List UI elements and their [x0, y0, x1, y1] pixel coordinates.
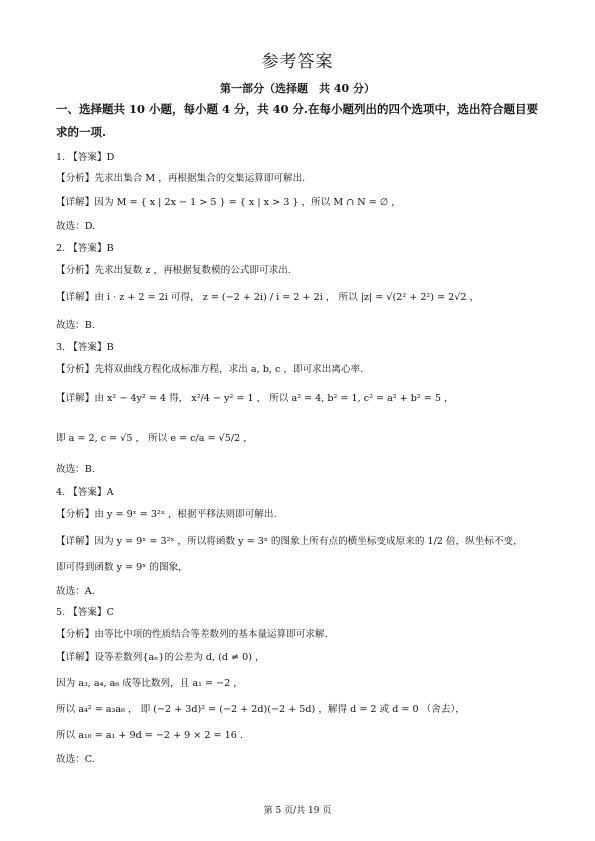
answer-line: 故选：B. — [56, 320, 95, 331]
answer-line: 3. 【答案】B — [56, 342, 114, 353]
answer-line: 故选：B. — [56, 464, 95, 475]
page-title: 参考答案 — [261, 52, 334, 72]
answer-line: 5. 【答案】C — [56, 607, 114, 618]
answer-line: 所以 a₁₀ = a₁ + 9d = −2 + 9 × 2 = 16 . — [56, 730, 243, 741]
answer-line: 【详解】因为 y = 9ˣ = 3²ˣ ，所以将函数 y = 3ˣ 的图象上所有点的横坐标变成原来的 1/2 倍，纵坐标不变， — [56, 536, 523, 547]
answer-line: 故选：C. — [56, 754, 95, 765]
section-heading-line-2: 求的一项. — [56, 125, 107, 139]
answer-line: 【分析】先求出复数 z ，再根据复数模的公式即可求出. — [56, 265, 291, 276]
answer-line: 【分析】先将双曲线方程化成标准方程，求出 a, b, c ，即可求出离心率. — [56, 364, 364, 375]
answer-line: 【详解】因为 M = { x | 2x − 1 > 5 } = { x | x > 3 } ，所以 M ∩ N = ∅ ， — [56, 197, 401, 208]
part-heading: 第一部分（选择题 共 40 分） — [220, 82, 375, 95]
answer-line: 4. 【答案】A — [56, 487, 114, 498]
answer-line: 【详解】由 i · z + 2 = 2i 可得， z = (−2 + 2i) / i = 2 + 2i ， 所以 |z| = √(2² + 2²) = 2√2 ， — [56, 292, 480, 303]
answer-line: 【分析】由等比中项的性质结合等差数列的基本量运算即可求解. — [56, 629, 328, 640]
answer-line: 即 a = 2, c = √5 ， 所以 e = c/a = √5/2 ， — [56, 433, 253, 444]
section-heading-line-1: 一、选择题共 10 小题，每小题 4 分，共 40 分.在每小题列出的四个选项中，选出符合题目要 — [56, 102, 539, 116]
page-footer: 第 5 页/共 19 页 — [263, 806, 332, 816]
answer-line: 【分析】由 y = 9ˣ = 3²ˣ ，根据平移法则即可解出. — [56, 509, 277, 520]
answer-line: 1. 【答案】D — [56, 152, 115, 163]
answer-line: 因为 a₃, a₄, a₆ 成等比数列，且 a₁ = −2 ， — [56, 678, 243, 689]
answer-line: 即可得到函数 y = 9ˣ 的图象， — [56, 562, 188, 573]
answer-line: 2. 【答案】B — [56, 243, 114, 254]
answer-line: 故选：A. — [56, 586, 95, 597]
answer-line: 【详解】由 x² − 4y² = 4 得， x²/4 − y² = 1 ， 所以 a² = 4, b² = 1, c² = a² + b² = 5 ， — [56, 393, 454, 404]
answer-line: 【详解】设等差数列{aₙ}的公差为 d, (d ≠ 0) ， — [56, 652, 265, 663]
answer-line: 【分析】先求出集合 M ，再根据集合的交集运算即可解出. — [56, 173, 306, 184]
answer-line: 所以 a₄² = a₃a₆ ， 即 (−2 + 3d)² = (−2 + 2d)(−2 + 5d) ，解得 d = 2 或 d = 0 （舍去）， — [56, 704, 465, 715]
answer-line: 故选：D. — [56, 221, 96, 232]
